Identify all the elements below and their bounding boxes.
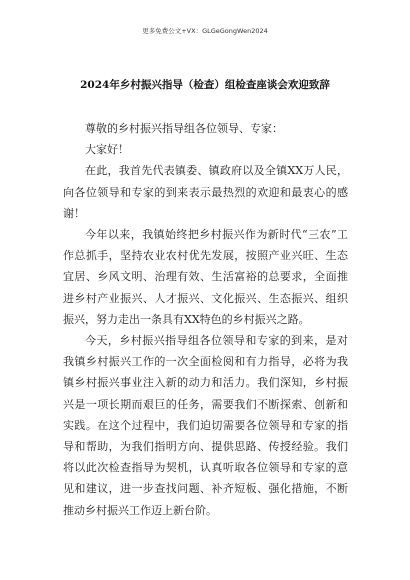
header-note: 更多免费公文+VX：GLGeGongWen2024 [142, 27, 268, 35]
salutation: 尊敬的乡村振兴指导组各位领导、专家： [85, 122, 283, 135]
document-title: 2024年乡村振兴指导（检查）组检查座谈会欢迎致辞 [80, 79, 330, 91]
greeting: 大家好！ [85, 143, 129, 157]
paragraph-welcome: 在此，我首先代表镇委、镇政府以及全镇XX万人民，向各位领导和专家的到来表示最热烈的欢迎和最衷心的感谢！ [63, 164, 348, 220]
paragraph-inspection: 今天，乡村振兴指导组各位领导和专家的到来，是对我镇乡村振兴工作的一次全面检阅和有力指导，必将为我镇乡村振兴事业注入新的动力和活力。我们深知，乡村振兴是一项长期而艰巨的任务，需要我们不断探索、创新和实践。在这个过程中，我们迫切需要各位领导和专家的指导和帮助，为我们指明方向、提供思路、传授经验。我们将以此次检查指导为契机，认真听取各位领导和专家的意见和建议，进一步查找问题、补齐短板、强化措施，不断推动乡村振兴工作迈上新台阶。 [63, 334, 348, 517]
paragraph-work-summary: 今年以来，我镇始终把乡村振兴作为新时代“三农”工作总抓手，坚持农业农村优先发展，按照产业兴旺、生态宜居、乡风文明、治理有效、生活富裕的总要求，全面推进乡村产业振兴、人才振兴、文化振兴、生态振兴、组织振兴，努力走出一条具有XX特色的乡村振兴之路。 [63, 228, 348, 326]
document-body [63, 118, 348, 521]
